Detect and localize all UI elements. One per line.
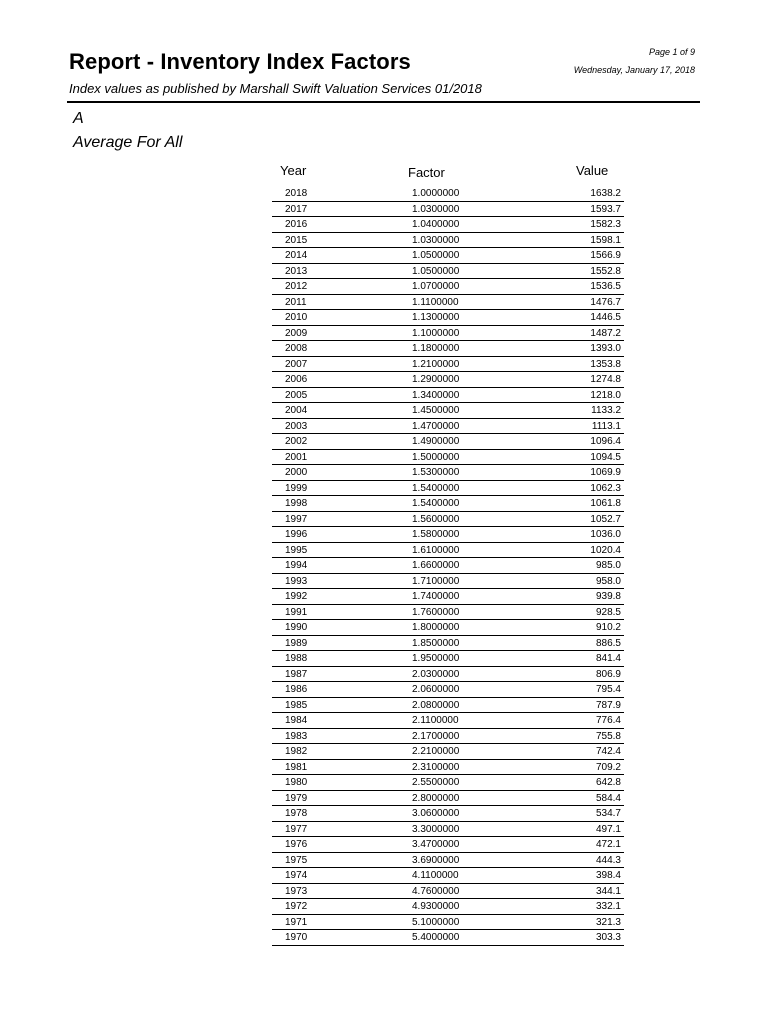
factor-cell: 5.1000000 <box>412 916 460 928</box>
table-row <box>272 667 624 683</box>
factor-cell: 2.0600000 <box>412 684 460 695</box>
year-cell: 2013 <box>285 265 308 277</box>
value-cell: 1113.1 <box>591 420 621 432</box>
value-cell: 1061.8 <box>590 498 621 509</box>
factor-cell: 1.8500000 <box>412 637 460 649</box>
table-row <box>272 419 624 435</box>
factor-cell: 1.0700000 <box>412 281 460 292</box>
year-cell: 1998 <box>285 498 308 509</box>
factor-cell: 5.4000000 <box>412 932 460 943</box>
section-name: Average For All <box>73 134 183 151</box>
factor-cell: 1.5000000 <box>412 451 460 463</box>
table-row <box>272 744 624 760</box>
year-cell: 1977 <box>285 823 308 835</box>
year-cell: 2009 <box>285 327 308 339</box>
table-row <box>272 248 624 264</box>
value-cell: 1218.0 <box>590 389 621 401</box>
year-cell: 2011 <box>285 296 307 308</box>
factor-cell: 1.0300000 <box>412 234 460 246</box>
table-row <box>272 853 624 869</box>
value-cell: 332.1 <box>595 901 621 912</box>
table-row <box>272 202 624 218</box>
table-row <box>272 326 624 342</box>
year-cell: 1980 <box>285 777 308 788</box>
value-cell: 303.3 <box>595 932 621 943</box>
year-cell: 1992 <box>285 591 308 602</box>
factor-cell: 4.9300000 <box>412 901 460 912</box>
year-cell: 1995 <box>285 544 308 556</box>
year-cell: 1989 <box>285 637 308 649</box>
table-row <box>272 496 624 512</box>
table-row <box>272 760 624 776</box>
year-cell: 2001 <box>285 451 308 463</box>
report-subtitle: Index values as published by Marshall Swift Valuation Services 01/2018 <box>69 81 482 96</box>
table-row <box>272 729 624 745</box>
year-cell: 2015 <box>285 234 308 246</box>
table-row <box>272 682 624 698</box>
value-cell: 1598.1 <box>590 234 621 246</box>
value-cell: 497.1 <box>595 823 621 835</box>
table-row <box>272 605 624 621</box>
table-row <box>272 279 624 295</box>
factor-cell: 1.1300000 <box>412 312 460 323</box>
table-row <box>272 915 624 931</box>
value-cell: 1133.2 <box>591 405 621 416</box>
factor-cell: 2.1100000 <box>412 715 459 726</box>
value-cell: 1062.3 <box>590 482 621 494</box>
value-cell: 787.9 <box>595 699 621 711</box>
value-cell: 444.3 <box>595 854 621 866</box>
factor-cell: 1.0400000 <box>412 219 460 230</box>
column-header-factor: Factor <box>408 165 445 180</box>
table-row <box>272 403 624 419</box>
value-cell: 776.4 <box>595 715 621 726</box>
factor-cell: 1.0000000 <box>412 188 460 199</box>
value-cell: 742.4 <box>595 746 621 757</box>
factor-cell: 1.2100000 <box>412 358 460 370</box>
table-row <box>272 357 624 373</box>
year-cell: 1987 <box>285 668 308 680</box>
table-row <box>272 574 624 590</box>
year-cell: 1986 <box>285 684 308 695</box>
factor-cell: 1.1100000 <box>412 296 459 308</box>
factor-cell: 2.8000000 <box>412 792 460 804</box>
factor-cell: 2.5500000 <box>412 777 460 788</box>
factor-cell: 1.5800000 <box>412 529 460 540</box>
value-cell: 1274.8 <box>590 374 621 385</box>
table-row <box>272 543 624 559</box>
factor-cell: 1.4900000 <box>412 436 460 447</box>
factor-cell: 2.3100000 <box>412 761 460 773</box>
table-row <box>272 434 624 450</box>
year-cell: 1999 <box>285 482 308 494</box>
table-row <box>272 791 624 807</box>
year-cell: 1978 <box>285 808 308 819</box>
value-cell: 642.8 <box>595 777 621 788</box>
table-row <box>272 341 624 357</box>
value-cell: 321.3 <box>595 916 621 928</box>
table-row <box>272 899 624 915</box>
table-row <box>272 295 624 311</box>
year-cell: 2010 <box>285 312 308 323</box>
factor-cell: 3.6900000 <box>412 854 460 866</box>
factor-cell: 1.5400000 <box>412 498 460 509</box>
table-row <box>272 884 624 900</box>
year-cell: 2007 <box>285 358 308 370</box>
year-cell: 1974 <box>285 870 308 881</box>
table-row <box>272 512 624 528</box>
table-row <box>272 264 624 280</box>
column-header-year: Year <box>280 163 307 178</box>
table-row <box>272 310 624 326</box>
value-cell: 1446.5 <box>590 312 621 323</box>
year-cell: 2006 <box>285 374 308 385</box>
year-cell: 1970 <box>285 932 308 943</box>
value-cell: 806.9 <box>595 668 621 680</box>
table-row <box>272 837 624 853</box>
factor-cell: 1.0500000 <box>412 250 460 261</box>
value-cell: 1536.5 <box>590 281 621 292</box>
factor-cell: 4.1100000 <box>412 870 459 881</box>
factor-cell: 1.6100000 <box>412 544 460 556</box>
year-cell: 1982 <box>285 746 308 757</box>
year-cell: 2008 <box>285 343 308 354</box>
factor-cell: 1.0300000 <box>412 203 460 215</box>
value-cell: 344.1 <box>595 885 621 897</box>
value-cell: 1052.7 <box>590 513 621 525</box>
value-cell: 1552.8 <box>590 265 621 277</box>
factor-cell: 1.6600000 <box>412 560 460 571</box>
year-cell: 1990 <box>285 622 308 633</box>
report-title: Report - Inventory Index Factors <box>69 49 411 74</box>
table-row <box>272 775 624 791</box>
year-cell: 2016 <box>285 219 308 230</box>
year-cell: 2004 <box>285 405 308 416</box>
year-cell: 1979 <box>285 792 308 804</box>
factor-cell: 1.7600000 <box>412 606 460 618</box>
section-code: A <box>73 110 84 127</box>
table-row <box>272 636 624 652</box>
table-row <box>272 822 624 838</box>
year-cell: 1983 <box>285 730 308 742</box>
factor-cell: 1.8000000 <box>412 622 460 633</box>
value-cell: 534.7 <box>595 808 621 819</box>
value-cell: 1353.8 <box>590 358 621 370</box>
factor-cell: 1.5400000 <box>412 482 460 494</box>
value-cell: 1638.2 <box>590 188 621 199</box>
table-row <box>272 806 624 822</box>
year-cell: 1993 <box>285 575 308 587</box>
table-row <box>272 698 624 714</box>
year-cell: 2003 <box>285 420 308 432</box>
value-cell: 928.5 <box>595 606 621 618</box>
factor-cell: 3.4700000 <box>412 839 460 850</box>
year-cell: 2012 <box>285 281 308 292</box>
factor-cell: 4.7600000 <box>412 885 460 897</box>
table-row <box>272 450 624 466</box>
factor-cell: 1.5300000 <box>412 467 460 478</box>
factor-cell: 1.2900000 <box>412 374 460 385</box>
factor-cell: 1.5600000 <box>412 513 460 525</box>
report-date: Wednesday, January 17, 2018 <box>573 65 695 75</box>
value-cell: 1020.4 <box>590 544 621 556</box>
header-divider <box>67 101 700 103</box>
factor-cell: 2.2100000 <box>412 746 460 757</box>
value-cell: 1476.7 <box>590 296 621 308</box>
year-cell: 1981 <box>285 761 308 773</box>
year-cell: 1985 <box>285 699 308 711</box>
table-row <box>272 589 624 605</box>
value-cell: 939.8 <box>595 591 621 602</box>
year-cell: 1972 <box>285 901 308 912</box>
table-row <box>272 620 624 636</box>
value-cell: 910.2 <box>595 622 621 633</box>
value-cell: 755.8 <box>595 730 621 742</box>
factor-cell: 2.0800000 <box>412 699 460 711</box>
year-cell: 1996 <box>285 529 308 540</box>
value-cell: 709.2 <box>595 761 621 773</box>
year-cell: 1997 <box>285 513 308 525</box>
factor-cell: 1.0500000 <box>412 265 460 277</box>
factor-cell: 1.4500000 <box>412 405 460 416</box>
year-cell: 2000 <box>285 467 308 478</box>
table-row <box>272 930 624 946</box>
year-cell: 2014 <box>285 250 308 261</box>
table-row <box>272 388 624 404</box>
value-cell: 985.0 <box>595 560 621 571</box>
value-cell: 1566.9 <box>590 250 621 261</box>
value-cell: 1487.2 <box>590 327 621 339</box>
value-cell: 584.4 <box>595 792 621 804</box>
table-row <box>272 465 624 481</box>
value-cell: 472.1 <box>595 839 621 850</box>
index-factor-table <box>272 186 624 946</box>
table-row <box>272 372 624 388</box>
column-header-value: Value <box>576 163 609 178</box>
year-cell: 2002 <box>285 436 308 447</box>
factor-cell: 1.3400000 <box>412 389 460 401</box>
table-row <box>272 233 624 249</box>
year-cell: 1973 <box>285 885 308 897</box>
table-row <box>272 186 624 202</box>
factor-cell: 2.0300000 <box>412 668 460 680</box>
year-cell: 1975 <box>285 854 308 866</box>
value-cell: 795.4 <box>595 684 621 695</box>
year-cell: 1988 <box>285 653 308 664</box>
year-cell: 1976 <box>285 839 308 850</box>
value-cell: 958.0 <box>595 575 621 587</box>
value-cell: 1393.0 <box>590 343 621 354</box>
table-row <box>272 527 624 543</box>
value-cell: 1094.5 <box>590 451 621 463</box>
factor-cell: 1.9500000 <box>412 653 460 664</box>
page-number: Page 1 of 9 <box>648 47 695 57</box>
factor-cell: 1.7100000 <box>412 575 460 587</box>
factor-cell: 1.1000000 <box>412 327 460 339</box>
value-cell: 1096.4 <box>590 436 621 447</box>
table-row <box>272 481 624 497</box>
factor-cell: 1.7400000 <box>412 591 460 602</box>
table-row <box>272 868 624 884</box>
value-cell: 1069.9 <box>590 467 621 478</box>
year-cell: 1984 <box>285 715 308 726</box>
year-cell: 1994 <box>285 560 308 571</box>
factor-cell: 1.4700000 <box>412 420 460 432</box>
value-cell: 1036.0 <box>590 529 621 540</box>
year-cell: 2018 <box>285 188 308 199</box>
value-cell: 1582.3 <box>590 219 621 230</box>
table-row <box>272 558 624 574</box>
table-row <box>272 651 624 667</box>
table-row <box>272 217 624 233</box>
value-cell: 1593.7 <box>590 203 621 215</box>
factor-cell: 2.1700000 <box>412 730 460 742</box>
factor-cell: 3.3000000 <box>412 823 460 835</box>
year-cell: 1971 <box>285 916 308 928</box>
value-cell: 886.5 <box>595 637 621 649</box>
year-cell: 2005 <box>285 389 308 401</box>
factor-cell: 1.1800000 <box>412 343 460 354</box>
factor-cell: 3.0600000 <box>412 808 460 819</box>
year-cell: 1991 <box>285 606 308 618</box>
value-cell: 841.4 <box>595 653 621 664</box>
year-cell: 2017 <box>285 203 308 215</box>
table-row <box>272 713 624 729</box>
value-cell: 398.4 <box>595 870 621 881</box>
